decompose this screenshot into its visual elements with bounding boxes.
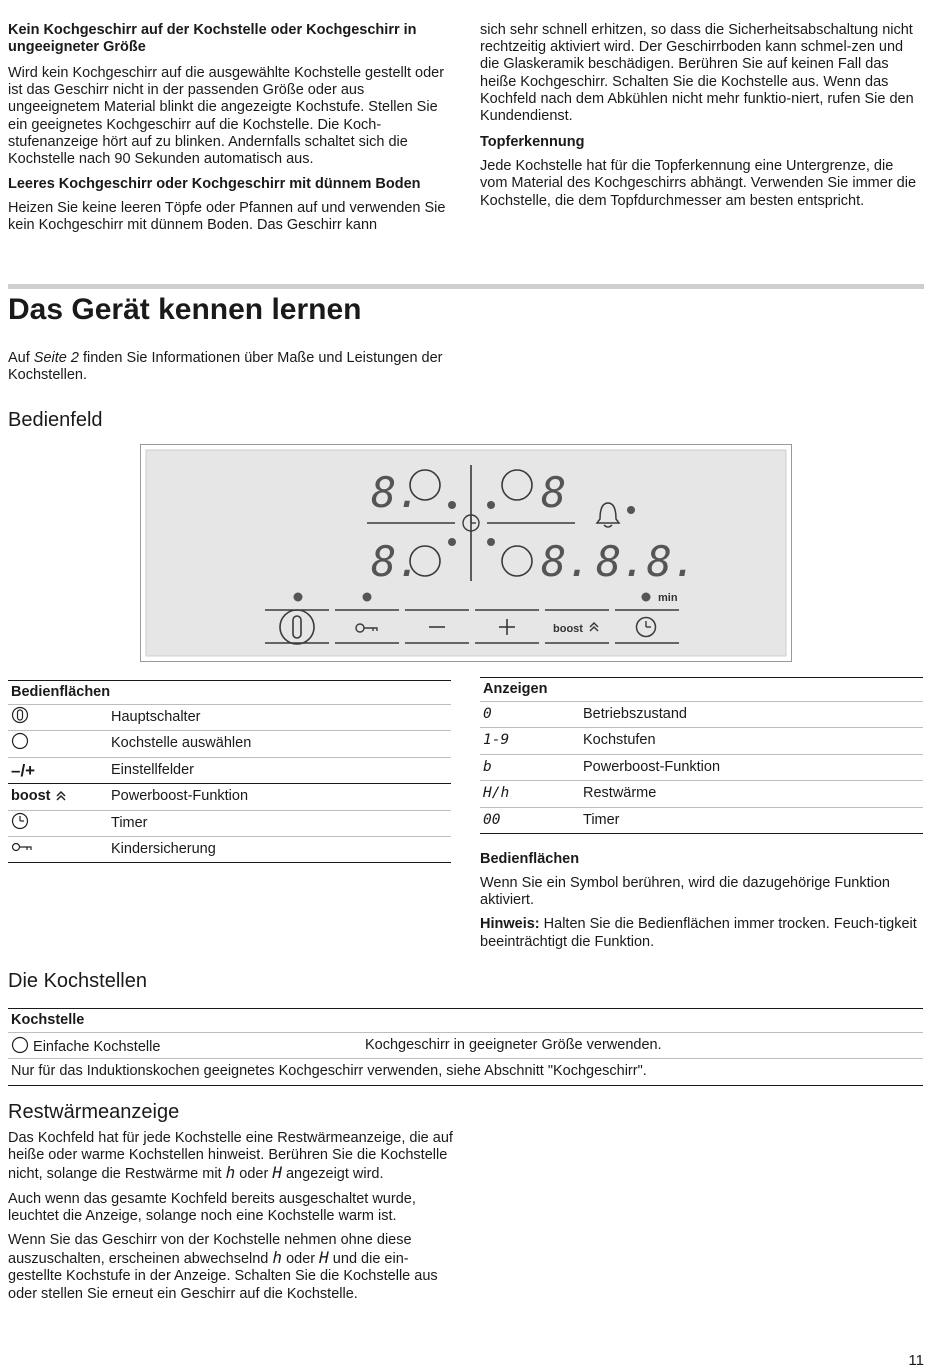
page-number: 11 — [908, 1352, 924, 1369]
table-controls — [8, 680, 451, 863]
restwaerme-column — [8, 1130, 456, 1310]
row-label: Betriebszustand — [583, 702, 923, 728]
display-symbol: b — [480, 754, 583, 780]
circle-icon — [11, 1036, 29, 1054]
row-label: Timer — [583, 807, 923, 833]
table-row — [480, 781, 923, 807]
bedienfeld-title: Bedienfeld — [8, 409, 103, 431]
para-restwaerme-3: Wenn Sie das Geschirr von der Kochstelle nehmen ohne diese auszuschalten, erscheinen abwechselnd h oder H und die ein-gestellte Kochstufe in der Anzeige. Schalten Sie die Kochstelle aus oder stellen Sie erneut ein Geschirr auf die Kochstelle. — [8, 1232, 438, 1302]
row-label: Powerboost-Funktion — [111, 784, 451, 810]
min-label: min — [658, 592, 678, 604]
table-row — [8, 1059, 923, 1085]
heading-no-cookware: Kein Kochgeschirr auf der Kochstelle oder Kochgeschirr in ungeeigneter Größe — [8, 22, 417, 55]
boost-symbol: boost — [11, 788, 51, 805]
row-label: Powerboost-Funktion — [583, 754, 923, 780]
table-row — [8, 731, 451, 757]
table-row — [8, 705, 451, 731]
section-title: Das Gerät kennen lernen — [8, 293, 362, 326]
heading-controls: Bedienflächen — [480, 850, 580, 867]
control-panel — [140, 444, 792, 662]
table-kochstellen — [8, 1008, 923, 1086]
kochstellen-title: Die Kochstellen — [8, 970, 147, 992]
row-label: Einstellfelder — [111, 757, 451, 783]
symbol-h: h — [225, 1163, 236, 1183]
row-label: Hauptschalter — [111, 705, 451, 731]
row-label: Kindersicherung — [111, 836, 451, 862]
boost-chevron-icon — [55, 790, 67, 802]
minus-plus-symbol: –/+ — [8, 757, 111, 783]
section-intro — [8, 350, 453, 384]
symbol-h: h — [272, 1248, 283, 1268]
para-hint — [480, 916, 920, 950]
heading-pot-detection: Topferkennung — [480, 134, 585, 151]
para-pot-detection: Jede Kochstelle hat für die Topferkennung eine Untergrenze, die vom Material des Kochgeschirrs abhängt. Verwenden Sie immer die Kochstelle, die dem Topfdurchmesser am besten entspricht. — [480, 158, 917, 209]
key-icon — [11, 840, 33, 854]
display-symbol: H/h — [480, 781, 583, 807]
circle-icon — [11, 732, 29, 750]
digit-bottom-right: 8. — [541, 537, 592, 586]
para-empty-cookware: Heizen Sie keine leeren Töpfe oder Pfannen auf und verwenden Sie kein Kochgeschirr mit dünnem Boden. Das Geschirr kann — [8, 200, 446, 234]
table-displays-header: Anzeigen — [480, 678, 923, 702]
digit-bottom-left: 8. — [371, 537, 422, 586]
symbol-H: H — [272, 1163, 282, 1183]
restwaerme-title: Restwärmeanzeige — [8, 1101, 180, 1123]
display-symbol: 0 — [480, 702, 583, 728]
row-label: Restwärme — [583, 781, 923, 807]
top-right-column — [480, 22, 920, 217]
para-controls: Wenn Sie ein Symbol berühren, wird die dazugehörige Funktion aktiviert. — [480, 874, 891, 909]
row-label: Kochstufen — [583, 728, 923, 754]
table-kochstellen-header: Kochstelle — [8, 1009, 923, 1033]
heading-empty-cookware: Leeres Kochgeschirr oder Kochgeschirr mit dünnem Boden — [8, 176, 421, 193]
timer-digits: 8.8. — [596, 537, 698, 586]
intro-link[interactable]: Seite 2 — [33, 350, 79, 366]
intro-pre: Auf — [8, 350, 34, 366]
table-row — [480, 754, 923, 780]
hint-label: Hinweis: — [480, 916, 540, 933]
top-left-column — [8, 22, 453, 242]
digit-top-left: 8. — [371, 468, 422, 517]
section-rule — [8, 284, 924, 289]
row-value: Kochgeschirr in geeigneter Größe verwenden. — [365, 1033, 923, 1059]
table-row — [480, 807, 923, 833]
display-symbol: 1-9 — [480, 728, 583, 754]
table-controls-header: Bedienflächen — [8, 681, 451, 705]
row-label: Einfache Kochstelle — [33, 1038, 161, 1055]
row-label: Timer — [111, 810, 451, 836]
table-row — [480, 728, 923, 754]
clock-icon — [11, 812, 29, 830]
para-safety-shutdown: sich sehr schnell erhitzen, so dass die Sicherheitsabschaltung nicht rechtzeitig aktiviert wird. Der Geschirrboden kann schmel-zen und die Glaskeramik beschädigen. Berühren Sie auf keinen Fall das heiße Kochgeschirr. Schalten Sie die Kochstelle aus. Wenn das Kochfeld nach dem Abkühlen nicht mehr funktio-niert, rufen Sie den Kundendienst. — [480, 22, 914, 125]
hint-text: Halten Sie die Bedienflächen immer trocken. Feuch-tigkeit beeinträchtigt die Funktion. — [480, 916, 917, 950]
control-panel-svg — [141, 445, 791, 661]
table-row — [480, 702, 923, 728]
intro-post: finden Sie Informationen über Maße und Leistungen der Kochstellen. — [8, 350, 443, 384]
table-row — [8, 784, 451, 810]
para-no-cookware: Wird kein Kochgeschirr auf die ausgewählte Kochstelle gestellt oder ist das Geschirr nicht in der passenden Größe oder aus ungeeignetem Material blinkt die angezeigte Kochstufe. Stellen Sie ein geeignetes Kochgeschirr auf die Kochstelle. Die Koch-stufenanzeige hört auf zu blinken. Andernfalls schaltet sich die Kochstelle nach 90 Sekunden automatisch aus. — [8, 65, 445, 168]
table-row — [8, 810, 451, 836]
kochstellen-note: Nur für das Induktionskochen geeignetes Kochgeschirr verwenden, siehe Abschnitt "Kochgeschirr". — [8, 1059, 923, 1085]
table-row — [8, 1033, 923, 1059]
para-restwaerme-1: Das Kochfeld hat für jede Kochstelle eine Restwärmeanzeige, die auf heiße oder warme Kochstellen hinweist. Berühren Sie die Kochstelle nicht, solange die Restwärme mit h oder H angezeigt wird. — [8, 1130, 453, 1183]
table-displays — [480, 677, 923, 958]
display-symbol: 00 — [480, 807, 583, 833]
main-switch-icon — [11, 706, 29, 724]
table-row — [8, 836, 451, 862]
para-restwaerme-2: Auch wenn das gesamte Kochfeld bereits ausgeschaltet wurde, leuchtet die Anzeige, solange noch eine Kochstelle warm ist. — [8, 1190, 416, 1224]
digit-top-right: 8 — [541, 468, 567, 517]
table-row — [8, 757, 451, 783]
row-label: Kochstelle auswählen — [111, 731, 451, 757]
boost-label: boost — [553, 623, 583, 635]
symbol-H: H — [319, 1248, 329, 1268]
